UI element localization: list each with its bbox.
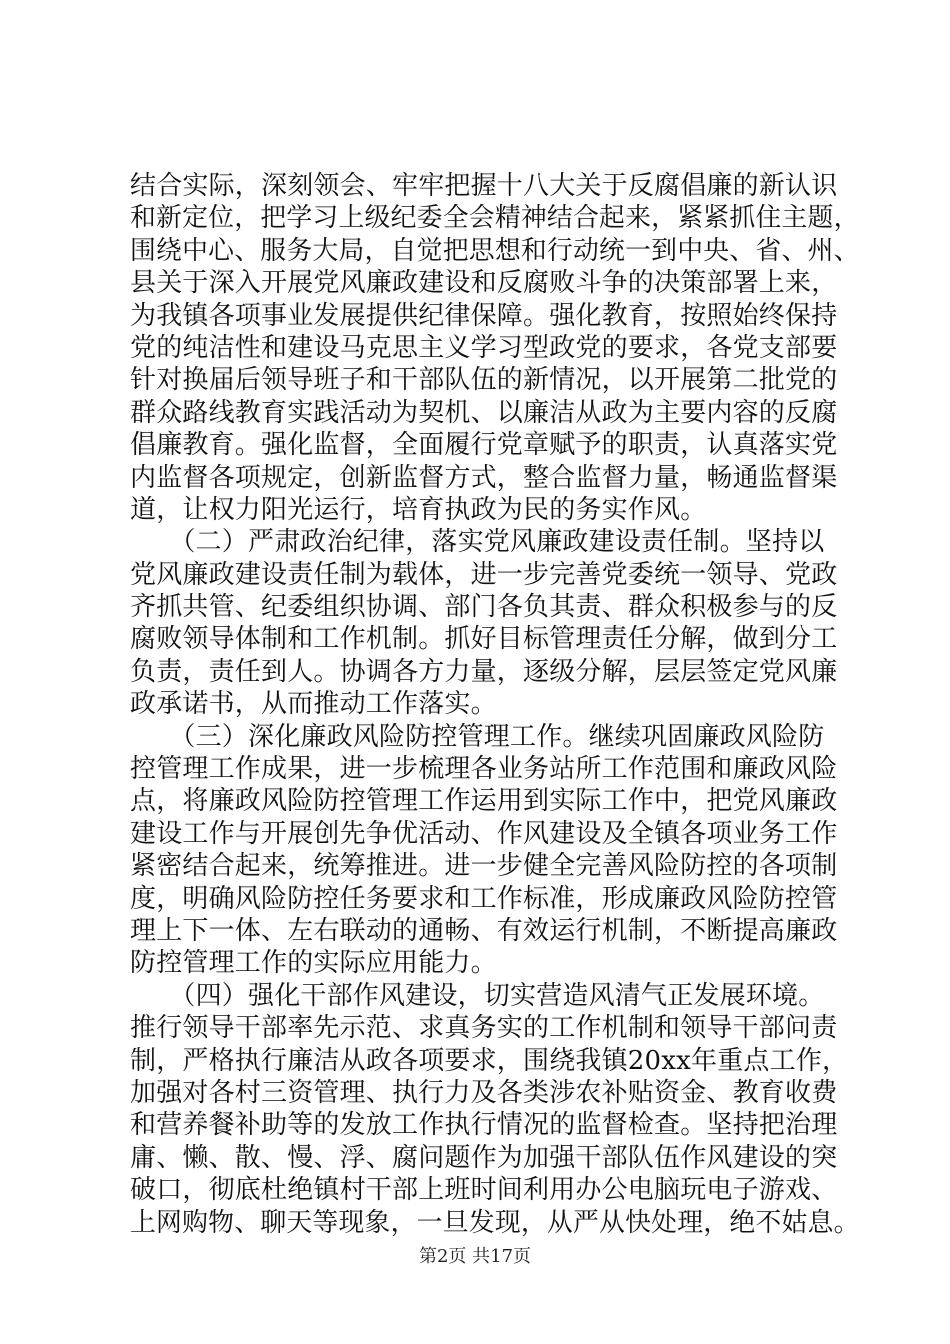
text-line: 倡廉教育。强化监督，全面履行党章赋予的职责，认真落实党 [130,430,838,461]
text-line: 防控管理工作的实际应用能力。 [130,948,497,979]
text-line: 齐抓共管、纪委组织协调、部门各负其责、群众积极参与的反 [130,592,838,623]
text-line: 县关于深入开展党风廉政建设和反腐败斗争的决策部署上来， [130,268,838,299]
text-line: 上网购物、聊天等现象，一旦发现，从严从快处理，绝不姑息。 [130,1207,860,1238]
text-line: （四）强化干部作风建设，切实营造风清气正发展环境。 [130,980,825,1011]
text-line: 为我镇各项事业发展提供纪律保障。强化教育，按照始终保持 [130,300,838,331]
text-line: 负责，责任到人。协调各方力量，逐级分解，层层签定党风廉 [130,656,838,687]
text-line: 政承诺书，从而推动工作落实。 [130,689,497,720]
text-line: （三）深化廉政风险防控管理工作。继续巩固廉政风险防 [130,721,825,752]
text-line: 针对换届后领导班子和干部队伍的新情况，以开展第二批党的 [130,365,838,396]
text-line: 理上下一体、左右联动的通畅、有效运行机制，不断提高廉政 [130,915,838,946]
text-line: 控管理工作成果，进一步梳理各业务站所工作范围和廉政风险 [130,754,838,785]
text-line: 腐败领导体制和工作机制。抓好目标管理责任分解，做到分工 [130,624,838,655]
page-footer: 第2页 共17页 [418,1246,532,1267]
text-line: 点，将廉政风险防控管理工作运用到实际工作中，把党风廉政 [130,786,838,817]
text-line: 党的纯洁性和建设马克思主义学习型政党的要求，各党支部要 [130,332,838,363]
text-line: 和营养餐补助等的发放工作执行情况的监督检查。坚持把治理 [130,1110,838,1141]
text-line: 加强对各村三资管理、执行力及各类涉农补贴资金、教育收费 [130,1077,838,1108]
text-line: 度，明确风险防控任务要求和工作标准，形成廉政风险防控管 [130,883,838,914]
text-line: 围绕中心、服务大局，自觉把思想和行动统一到中央、省、州、 [130,235,860,266]
text-line: 道，让权力阳光运行，培育执政为民的务实作风。 [130,494,707,525]
text-line: 群众路线教育实践活动为契机、以廉洁从政为主要内容的反腐 [130,397,838,428]
text-line: 庸、懒、散、慢、浮、腐问题作为加强干部队伍作风建设的突 [130,1142,838,1173]
text-line: 建设工作与开展创先争优活动、作风建设及全镇各项业务工作 [130,818,838,849]
text-line: 结合实际，深刻领会、牢牢把握十八大关于反腐倡廉的新认识 [130,171,838,201]
text-line: 制，严格执行廉洁从政各项要求，围绕我镇20xx年重点工作， [130,1045,849,1076]
text-line: 推行领导干部率先示范、求真务实的工作机制和领导干部问责 [130,1013,838,1044]
text-line: 紧密结合起来，统筹推进。进一步健全完善风险防控的各项制 [130,851,838,882]
text-line: 党风廉政建设责任制为载体，进一步完善党委统一领导、党政 [130,559,838,590]
text-line: 和新定位，把学习上级纪委全会精神结合起来，紧紧抓住主题， [130,203,860,234]
document-body [130,170,860,1239]
text-line: 内监督各项规定，创新监督方式，整合监督力量，畅通监督渠 [130,462,838,493]
text-line: 破口，彻底杜绝镇村干部上班时间利用办公电脑玩电子游戏、 [130,1175,838,1206]
text-line: （二）严肃政治纪律，落实党风廉政建设责任制。坚持以 [130,527,825,558]
